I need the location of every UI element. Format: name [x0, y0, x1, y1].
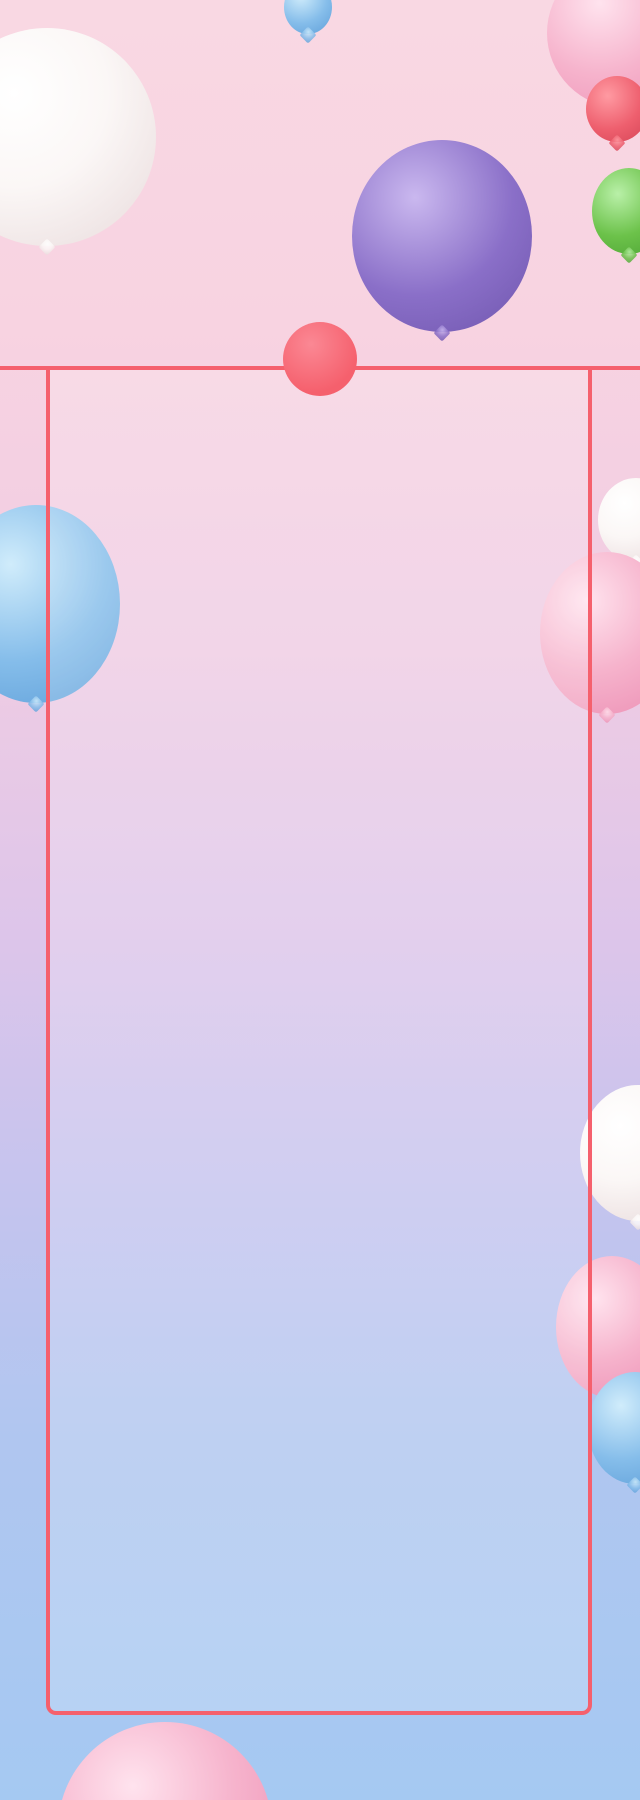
balloon-purple-behind-open: [352, 140, 532, 332]
balloon-pink-bottom-left: [58, 1722, 272, 1800]
balloon-green-right: [592, 168, 640, 254]
branch-panel: [46, 370, 592, 1715]
balloon-red-top-right: [586, 76, 640, 142]
balloon-blue-top-center: [284, 0, 332, 34]
balloon-white-top-left: [0, 28, 156, 246]
balloon-white-right-mid: [598, 478, 640, 562]
branch-badge: [283, 322, 357, 396]
